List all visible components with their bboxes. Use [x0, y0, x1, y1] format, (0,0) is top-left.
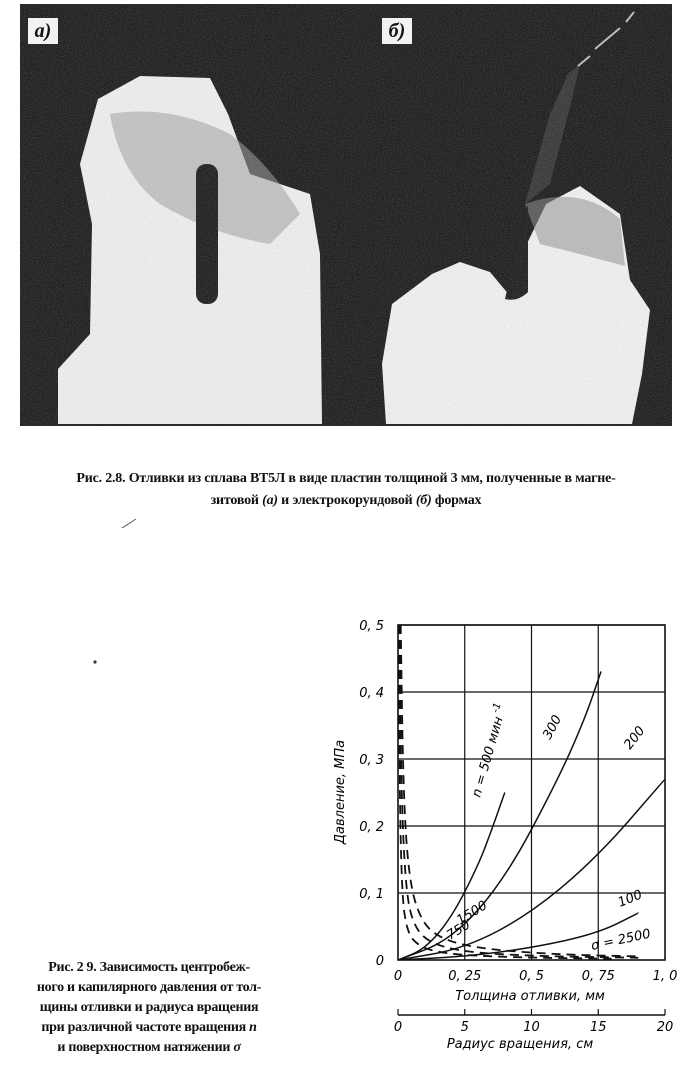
figure-2-9-caption-line1: Рис. 2 9. Зависимость центробеж-	[48, 960, 250, 975]
caption-line4-text: при различной частоте вращения	[41, 1020, 246, 1035]
stray-pen-mark	[120, 516, 140, 530]
figure-2-9-caption	[4, 958, 294, 1058]
y-tick-label: 0, 3	[359, 753, 384, 768]
x-axis-title: Толщина отливки, мм	[455, 989, 605, 1004]
label-sigma-1500: 1500	[454, 898, 491, 929]
figure-2-8-caption-line1: Рис. 2.8. Отливки из сплава ВТ5Л в виде пластин толщиной 3 мм, полученные в магне-	[76, 471, 616, 486]
y-tick-label: 0, 2	[359, 820, 384, 835]
stray-dot	[92, 659, 98, 665]
figure-2-8-caption	[8, 468, 684, 512]
castings-photo-svg	[20, 4, 672, 426]
capillary-curve-0	[401, 625, 639, 956]
x-tick-label: 0, 25	[448, 969, 482, 984]
x2-tick-label: 10	[523, 1020, 540, 1035]
x2-tick-label: 0	[393, 1020, 403, 1035]
chart-axes	[333, 619, 677, 1052]
caption-mark-b: (б)	[415, 493, 432, 508]
label-n500: n = 500 мин $^{-1}$	[469, 701, 507, 800]
caption-mark-a: (а)	[262, 493, 278, 508]
caption-var-sigma: σ	[233, 1040, 241, 1055]
caption-line5-text: и поверхностном натяжении	[57, 1040, 231, 1055]
x2-axis-title: Радиус вращения, см	[446, 1037, 594, 1052]
figure-2-9-caption-line3: щины отливки и радиуса вращения	[39, 1000, 259, 1015]
x-tick-label: 1, 0	[652, 969, 678, 984]
caption-word-magnesite: зитовой	[210, 493, 259, 508]
pressure-chart	[310, 600, 689, 1065]
caption-word-corundum: и электрокорундовой	[281, 493, 413, 508]
x-tick-label: 0, 75	[581, 969, 615, 984]
label-n500-exponent: -1	[489, 701, 504, 718]
x-tick-label: 0	[393, 969, 403, 984]
label-n300: 300	[540, 712, 566, 742]
panel-label-a: а)	[28, 18, 58, 44]
chart-curve-labels	[444, 702, 652, 954]
y-axis-title: Давление, МПа	[333, 739, 348, 845]
y-tick-label: 0, 5	[359, 619, 384, 634]
y-tick-label: 0, 1	[359, 887, 384, 902]
pressure-chart-svg	[310, 600, 689, 1065]
x2-tick-label: 20	[656, 1020, 674, 1035]
caption-var-n: n	[249, 1020, 257, 1035]
x2-tick-label: 5	[460, 1020, 469, 1035]
figure-2-9-caption-line2: ного и капилярного давления от тол-	[36, 980, 262, 995]
y-tick-label: 0	[375, 954, 384, 969]
y-tick-label: 0, 4	[359, 686, 384, 701]
capillary-curve-2	[399, 625, 612, 959]
figure-2-9-caption-line4	[4, 1018, 294, 1038]
label-sigma-750: 750	[444, 917, 474, 944]
label-n200: 200	[621, 723, 649, 753]
capillary-curve-1	[400, 625, 639, 958]
figure-2-9-caption-line5	[4, 1038, 294, 1058]
panel-label-b: б)	[382, 18, 412, 44]
caption-word-forms: формах	[434, 493, 482, 508]
figure-2-8-caption-line2	[8, 490, 684, 512]
x-tick-label: 0, 5	[519, 969, 544, 984]
x2-tick-label: 15	[589, 1020, 607, 1035]
label-sigma-2500: σ = 2500	[589, 926, 652, 954]
label-n100: 100	[615, 887, 645, 911]
castings-photo	[20, 4, 672, 426]
